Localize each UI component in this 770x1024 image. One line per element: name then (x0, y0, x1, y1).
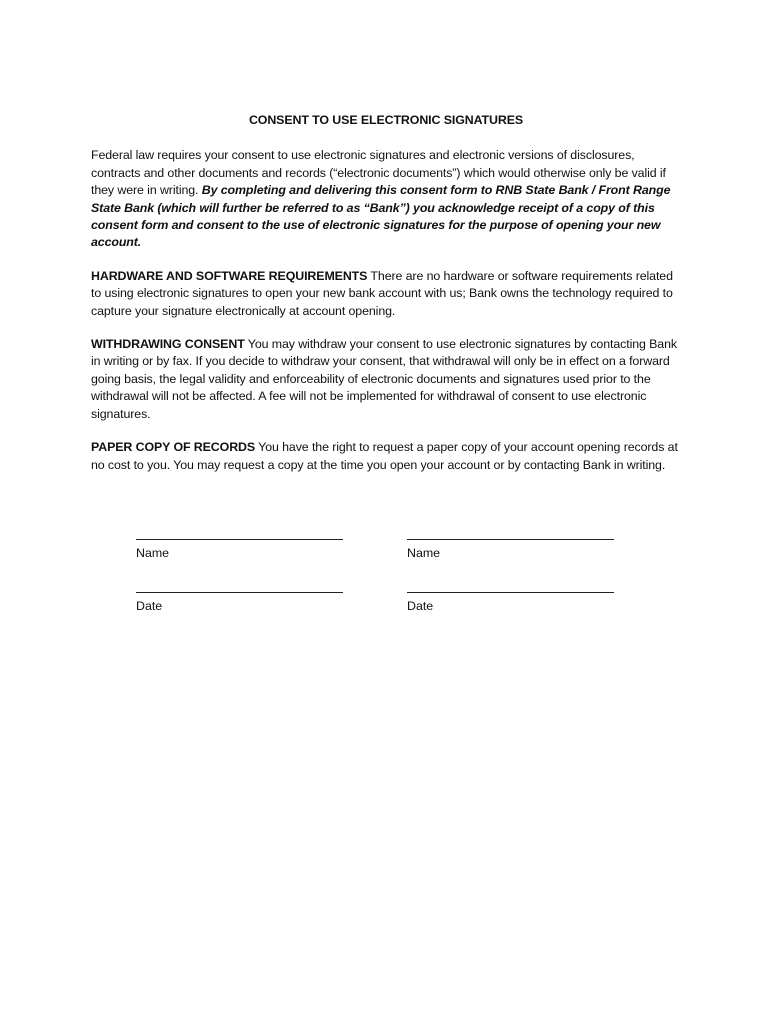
intro-text: Federal law requires your consent to use electronic signatures and electronic versions of disclosures, contracts and other documents and records (“electronic documents”) which would otherwise only be valid if they were in writing. (91, 148, 666, 198)
date-label: Date (136, 599, 163, 613)
section-body: You may withdraw your consent to use electronic signatures by contacting Bank in writing or by fax. If you decide to withdraw your consent, that withdrawal will only be in effect on a forward going basis, the legal validity and enforceability of electronic documents and signatures used prior to the withdrawal will not be affected. A fee will not be implemented for withdrawal of consent to use electronic signatures. (91, 337, 677, 421)
section-heading: PAPER COPY OF RECORDS (91, 440, 256, 455)
section-body: You have the right to request a paper copy of your account opening records at no cost to you. You may request a copy at the time you open your account or by contacting Bank in writing. (91, 440, 678, 472)
right-name-signature-block (407, 539, 617, 562)
left-name-signature-block (136, 539, 346, 562)
name-signature-line[interactable] (407, 539, 614, 540)
date-signature-line[interactable] (407, 592, 614, 593)
date-signature-line[interactable] (136, 592, 343, 593)
section-heading: WITHDRAWING CONSENT (91, 337, 245, 352)
name-signature-line[interactable] (136, 539, 343, 540)
document-body (91, 112, 681, 490)
withdrawing-consent-section (91, 336, 681, 423)
hardware-software-section (91, 268, 681, 320)
intro-emphasis-text: By completing and delivering this consent form to RNB State Bank / Front Range State Bank (which will further be referred to as “Bank”) you acknowledge receipt of a copy of this consent form and consent to the use of electronic signatures for the purpose of opening your new account. (91, 183, 671, 250)
intro-paragraph (91, 147, 681, 251)
name-label: Name (136, 546, 170, 560)
document-title: CONSENT TO USE ELECTRONIC SIGNATURES (248, 113, 524, 127)
right-date-signature-block (407, 592, 617, 615)
date-label: Date (407, 599, 434, 613)
paper-copy-section (91, 439, 681, 474)
left-date-signature-block (136, 592, 346, 615)
section-heading: HARDWARE AND SOFTWARE REQUIREMENTS (91, 268, 368, 283)
section-body: There are no hardware or software requirements related to using electronic signatures to open your new bank account with us; Bank owns the technology required to capture your signature electronically at account opening. (91, 268, 673, 318)
name-label: Name (407, 546, 441, 560)
